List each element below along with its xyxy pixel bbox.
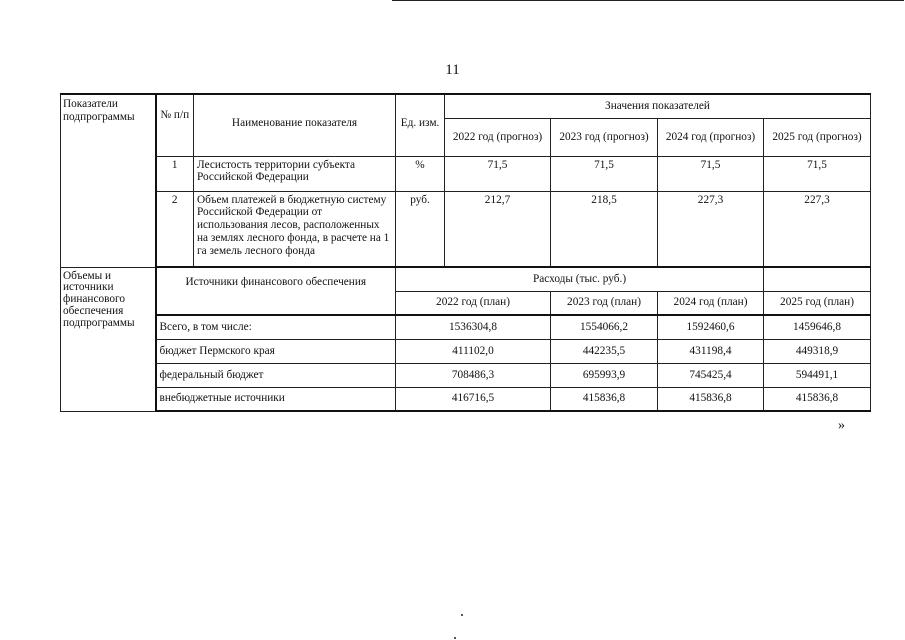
financing-value: 431198,4 xyxy=(658,339,764,363)
financing-section-label: Объемы и источники финансового обеспечения подпрограммы xyxy=(61,267,156,411)
financing-source: Всего, в том числе: xyxy=(156,315,396,339)
financing-value: 1536304,8 xyxy=(396,315,551,339)
indicator-value: 212,7 xyxy=(445,191,551,267)
plan-year-header: 2023 год (план) xyxy=(551,291,658,315)
expenses-header: Расходы (тыс. руб.) xyxy=(396,267,764,291)
financing-row xyxy=(61,315,871,339)
financing-value: 1554066,2 xyxy=(551,315,658,339)
closing-quote: » xyxy=(838,418,845,433)
financing-value: 1592460,6 xyxy=(658,315,764,339)
plan-year-header: 2024 год (план) xyxy=(658,291,764,315)
indicators-section-label: Показатели подпрограммы xyxy=(61,94,156,267)
col-unit-header: Ед. изм. xyxy=(396,94,445,156)
financing-value: 415836,8 xyxy=(551,387,658,411)
financing-value: 415836,8 xyxy=(764,387,871,411)
empty-header-cell xyxy=(764,267,871,291)
financing-row xyxy=(61,363,871,387)
passport-table xyxy=(60,93,871,412)
financing-value: 1459646,8 xyxy=(764,315,871,339)
financing-value: 745425,4 xyxy=(658,363,764,387)
indicator-unit: руб. xyxy=(396,191,445,267)
indicator-value: 227,3 xyxy=(658,191,764,267)
financing-value: 594491,1 xyxy=(764,363,871,387)
indicator-row xyxy=(61,156,871,191)
financing-source: внебюджетные источники xyxy=(156,387,396,411)
financing-value: 415836,8 xyxy=(658,387,764,411)
scan-edge-line xyxy=(392,0,904,1)
col-source-header: Источники финансового обеспечения xyxy=(156,267,396,315)
col-num-header: № п/п xyxy=(156,94,194,156)
year-header: 2022 год (прогноз) xyxy=(445,118,551,156)
indicator-value: 71,5 xyxy=(764,156,871,191)
indicator-name: Объем платежей в бюджетную систему Российской Федерации от использования лесов, расположенных на землях лесного фонда, в расчете на 1 га земель лесного фонда xyxy=(194,191,396,267)
scan-speck xyxy=(461,614,463,616)
year-header: 2025 год (прогноз) xyxy=(764,118,871,156)
financing-value: 449318,9 xyxy=(764,339,871,363)
indicator-num: 1 xyxy=(156,156,194,191)
year-header: 2023 год (прогноз) xyxy=(551,118,658,156)
financing-value: 416716,5 xyxy=(396,387,551,411)
indicator-value: 218,5 xyxy=(551,191,658,267)
scan-speck xyxy=(454,637,456,639)
indicator-value: 227,3 xyxy=(764,191,871,267)
year-header: 2024 год (прогноз) xyxy=(658,118,764,156)
financing-row xyxy=(61,339,871,363)
financing-value: 708486,3 xyxy=(396,363,551,387)
financing-value: 411102,0 xyxy=(396,339,551,363)
financing-row xyxy=(61,387,871,411)
indicator-unit: % xyxy=(396,156,445,191)
col-indicator-name-header: Наименование показателя xyxy=(194,94,396,156)
indicator-value: 71,5 xyxy=(658,156,764,191)
values-header: Значения показателей xyxy=(445,94,871,118)
plan-year-header: 2025 год (план) xyxy=(764,291,871,315)
financing-value: 442235,5 xyxy=(551,339,658,363)
financing-source: бюджет Пермского края xyxy=(156,339,396,363)
indicator-name: Лесистость территории субъекта Российской Федерации xyxy=(194,156,396,191)
indicator-num: 2 xyxy=(156,191,194,267)
plan-year-header: 2022 год (план) xyxy=(396,291,551,315)
page-number: 11 xyxy=(445,62,460,78)
indicator-value: 71,5 xyxy=(551,156,658,191)
financing-source: федеральный бюджет xyxy=(156,363,396,387)
financing-value: 695993,9 xyxy=(551,363,658,387)
indicator-value: 71,5 xyxy=(445,156,551,191)
indicator-row xyxy=(61,191,871,267)
